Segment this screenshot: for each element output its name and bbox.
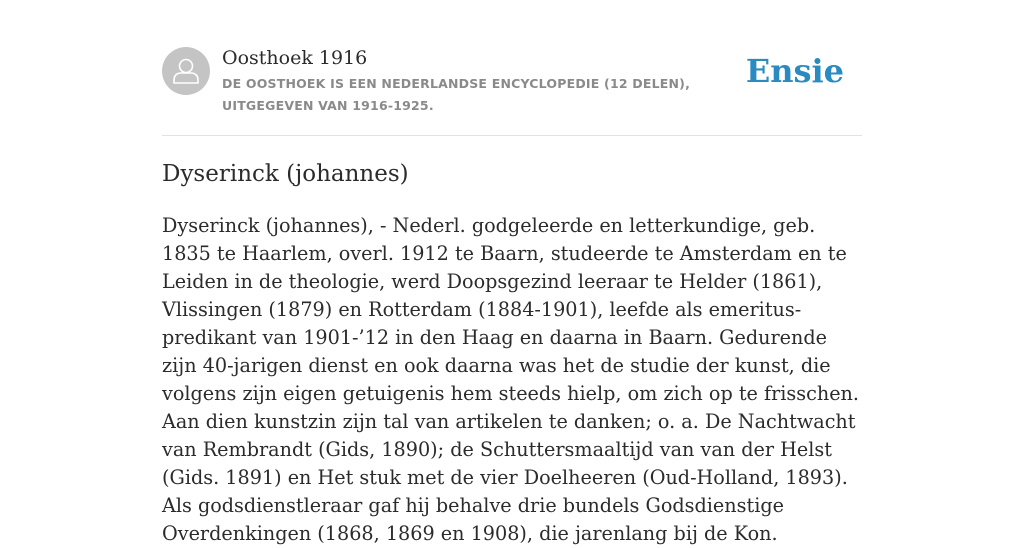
source-header: [162, 45, 862, 135]
article-title: Dyserinck (johannes): [162, 161, 409, 187]
brand-logo[interactable]: Ensie: [745, 52, 844, 90]
source-description: DE OOSTHOEK IS EEN NEDERLANDSE ENCYCLOPEDIE (12 DELEN), UITGEGEVEN VAN 1916-1925.: [222, 76, 691, 113]
article-body: Dyserinck (johannes), - Nederl. godgeleerde en letterkundige, geb. 1835 te Haarlem, overl. 1912 te Baarn, studeerde te Amsterdam en te Leiden in de theologie, werd Doopsgezind leeraar te Helder (1861), Vlissingen (1879) en Rotterdam (1884-1901), leefde als emeritus-predikant van 1901-’12 in den Haag en daarna in Baarn. Gedurende zijn 40-jarigen dienst en ook daarna was het de studie der kunst, die volgens zijn eigen getuigenis hem steeds hielp, om zich op te frisschen. Aan dien kunstzin zijn tal van artikelen te danken; o. a. De Nachtwacht van Rembrandt (Gids, 1890); de Schuttersmaaltijd van van der Helst (Gids. 1891) en Het stuk met de vier Doelheeren (Oud-Holland, 1893). Als godsdienstleraar gaf hij behalve drie bundels Godsdienstige Overdenkingen (1868, 1869 en 1908), die jarenlang bij de Kon.: [162, 214, 860, 545]
user-icon[interactable]: [162, 47, 210, 95]
source-title[interactable]: Oosthoek 1916: [222, 47, 368, 69]
header-divider: [162, 135, 862, 136]
